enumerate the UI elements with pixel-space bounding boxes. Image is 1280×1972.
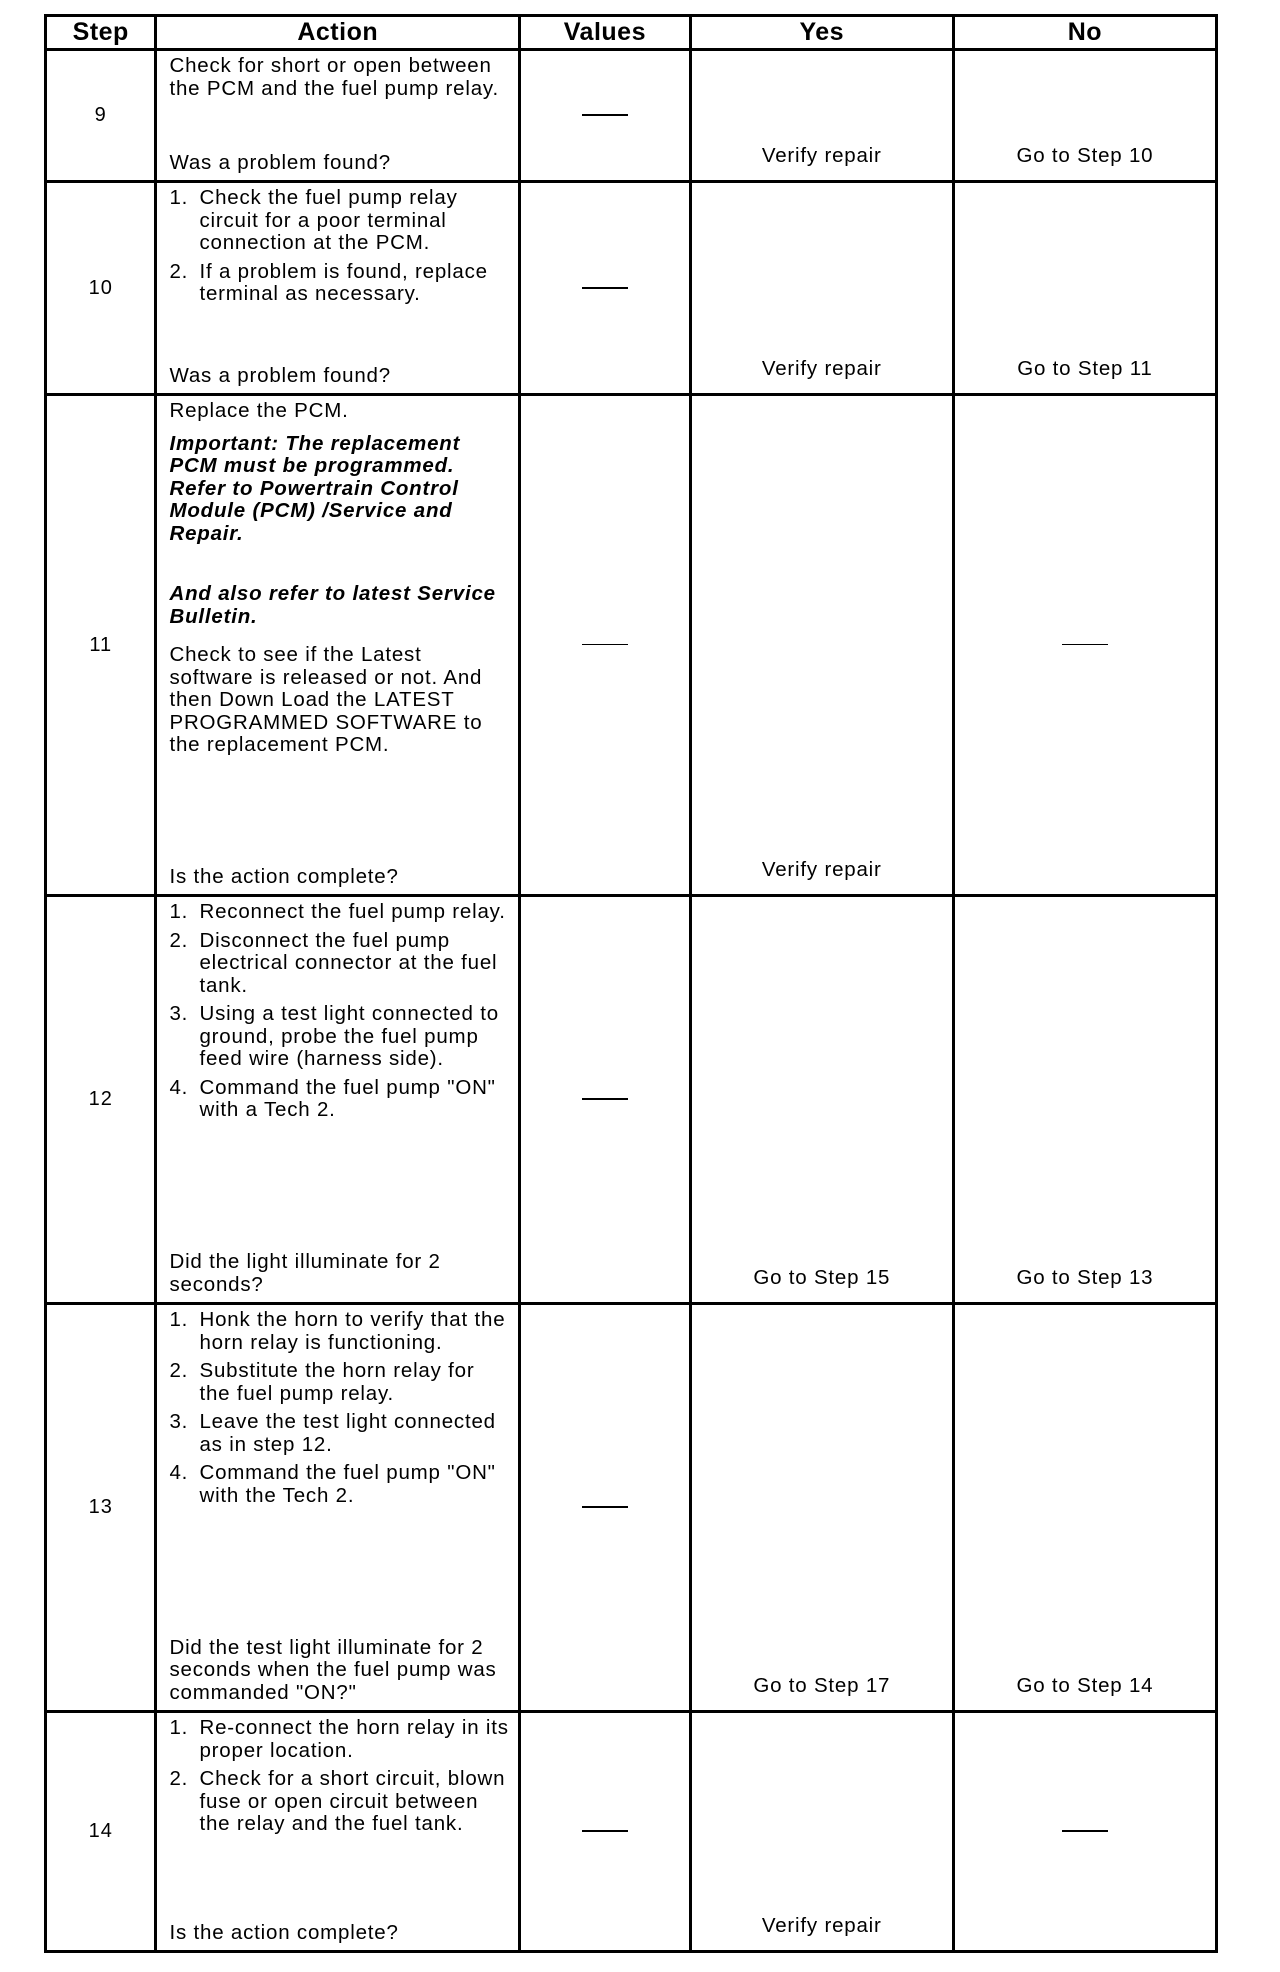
- step-number: 14: [46, 1712, 156, 1952]
- list-item: 3. Leave the test light connected as in step 12.: [169, 1410, 496, 1456]
- no-result: Go to Step 14: [1016, 1674, 1154, 1697]
- values-cell: [520, 182, 691, 395]
- action-cell: [156, 395, 520, 896]
- yes-result: Verify repair: [761, 1914, 882, 1937]
- step-number: 10: [46, 182, 156, 395]
- no-dash-mark: [1062, 1830, 1108, 1832]
- list-item: 1. Reconnect the fuel pump relay.: [169, 900, 506, 923]
- dash-mark: [582, 1098, 628, 1100]
- no-cell: [953, 1712, 1216, 1952]
- no-cell: [953, 1304, 1216, 1712]
- values-cell: [520, 395, 691, 896]
- step-number: 11: [46, 395, 156, 896]
- values-cell: [520, 1304, 691, 1712]
- list-item: 1. Check the fuel pump relay circuit for a poor terminal connection at the PCM.: [169, 186, 458, 254]
- yes-result: Verify repair: [761, 858, 882, 881]
- header-row: [46, 16, 1217, 50]
- table-row: [46, 395, 1217, 896]
- list-item: 3. Using a test light connected to ground, probe the fuel pump feed wire (harness side).: [169, 1002, 499, 1070]
- dash-mark: [582, 644, 628, 645]
- action-question: Is the action complete?: [169, 1920, 399, 1944]
- no-cell: [953, 395, 1216, 896]
- no-cell: [953, 50, 1216, 182]
- yes-result: Verify repair: [761, 144, 882, 167]
- bulletin-note: And also refer to latest Service Bulletin.: [169, 582, 496, 628]
- step-number: 13: [46, 1304, 156, 1712]
- no-dash-mark: [1062, 644, 1108, 645]
- values-cell: [520, 50, 691, 182]
- no-cell: [953, 182, 1216, 395]
- action-question: Was a problem found?: [169, 150, 391, 174]
- list-item: 1. Honk the horn to verify that the horn relay is functioning.: [169, 1308, 506, 1354]
- yes-cell: [690, 1712, 953, 1952]
- important-note: Important: The replacement PCM must be programmed. Refer to Powertrain Control Module (PCM) /Service and Repair.: [169, 431, 461, 545]
- yes-result: Go to Step 17: [753, 1674, 891, 1697]
- no-result: Go to Step 11: [1017, 357, 1153, 380]
- diagnostic-table: [44, 14, 1218, 1953]
- yes-cell: [690, 896, 953, 1304]
- list-item: 1. Re-connect the horn relay in its proper location.: [169, 1716, 509, 1762]
- action-text: Replace the PCM.: [169, 399, 349, 422]
- action-list: [169, 1717, 510, 1836]
- yes-cell: [690, 50, 953, 182]
- table-row: [46, 1304, 1217, 1712]
- list-item: 4. Command the fuel pump "ON" with the Tech 2.: [169, 1461, 496, 1507]
- step-number: 9: [46, 50, 156, 182]
- yes-cell: [690, 395, 953, 896]
- list-item: 2. Check for a short circuit, blown fuse or open circuit between the relay and the fuel tank.: [169, 1767, 506, 1835]
- no-result: Go to Step 10: [1016, 144, 1154, 167]
- header-action: Action: [156, 16, 520, 50]
- list-item: 2. If a problem is found, replace terminal as necessary.: [169, 259, 488, 305]
- values-cell: [520, 1712, 691, 1952]
- action-list: [169, 1309, 510, 1507]
- yes-cell: [690, 182, 953, 395]
- values-cell: [520, 896, 691, 1304]
- action-list: [169, 901, 510, 1122]
- action-question: Was a problem found?: [169, 363, 391, 387]
- action-question: Did the test light illuminate for 2 seconds when the fuel pump was commanded "ON?": [169, 1635, 497, 1704]
- software-instruction: Check to see if the Latest software is released or not. And then Down Load the LATEST PROGRAMMED SOFTWARE to the replacement PCM.: [169, 643, 483, 756]
- step-number: 12: [46, 896, 156, 1304]
- yes-result: Go to Step 15: [753, 1266, 891, 1289]
- action-cell: [156, 50, 520, 182]
- table-row: [46, 182, 1217, 395]
- yes-result: Verify repair: [761, 357, 882, 380]
- header-no: No: [953, 16, 1216, 50]
- header-yes: Yes: [690, 16, 953, 50]
- dash-mark: [582, 1506, 628, 1508]
- action-cell: [156, 1712, 520, 1952]
- list-item: 2. Disconnect the fuel pump electrical connector at the fuel tank.: [169, 928, 498, 997]
- action-question: Is the action complete?: [169, 864, 399, 888]
- dash-mark: [582, 287, 628, 289]
- list-item: 2. Substitute the horn relay for the fuel pump relay.: [169, 1359, 475, 1405]
- table-row: [46, 896, 1217, 1304]
- header-step: Step: [46, 16, 156, 50]
- dash-mark: [582, 114, 628, 116]
- no-cell: [953, 896, 1216, 1304]
- yes-cell: [690, 1304, 953, 1712]
- list-item: 4. Command the fuel pump "ON" with a Tech 2.: [169, 1075, 496, 1121]
- table-row: [46, 50, 1217, 182]
- action-cell: [156, 1304, 520, 1712]
- action-cell: [156, 182, 520, 395]
- action-question: Did the light illuminate for 2 seconds?: [169, 1250, 441, 1296]
- action-cell: [156, 896, 520, 1304]
- header-values: Values: [520, 16, 691, 50]
- action-list: [169, 187, 510, 306]
- action-text: Check for short or open between the PCM and the fuel pump relay.: [169, 54, 499, 100]
- no-result: Go to Step 13: [1016, 1266, 1154, 1289]
- dash-mark: [582, 1830, 628, 1832]
- table-row: [46, 1712, 1217, 1952]
